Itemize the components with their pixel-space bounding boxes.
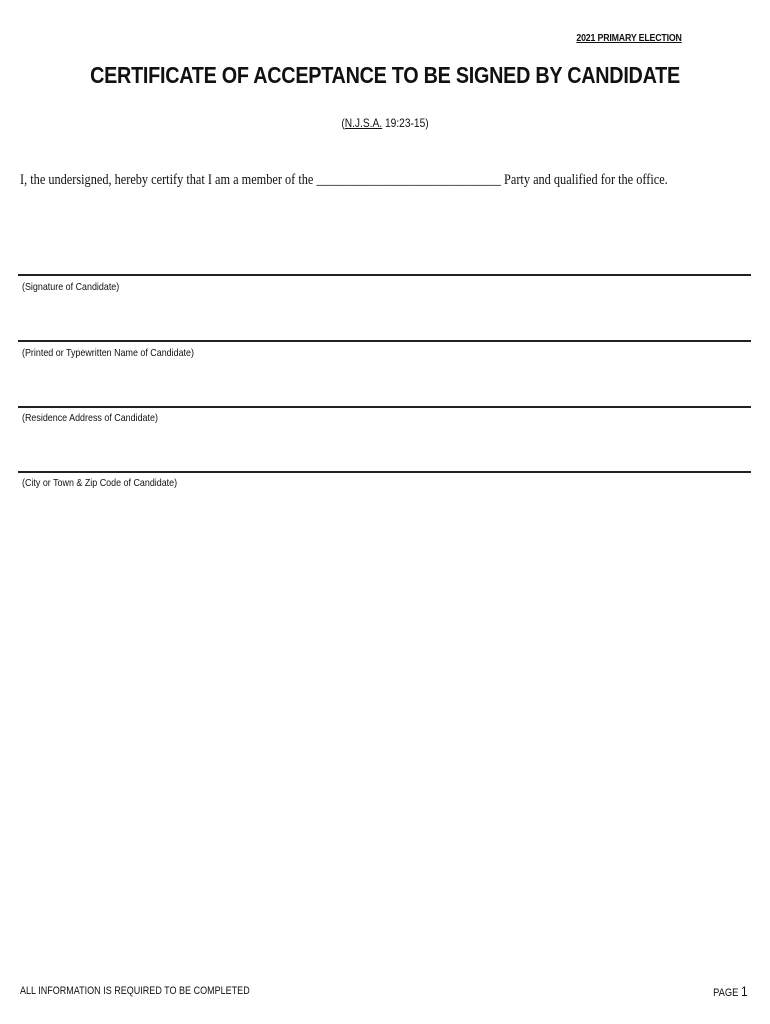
residence-address-label: (Residence Address of Candidate): [22, 412, 158, 424]
page-number: 1: [741, 983, 748, 999]
certification-text-start: I, the undersigned, hereby certify that I am a member of the: [20, 172, 314, 188]
citation-section: 19:23-15: [384, 116, 426, 130]
city-zip-line[interactable]: [18, 471, 751, 473]
page-indicator: [713, 983, 748, 999]
city-zip-label: (City or Town & Zip Code of Candidate): [22, 477, 178, 489]
residence-address-line[interactable]: [18, 406, 751, 408]
printed-name-label: (Printed or Typewritten Name of Candidate): [22, 347, 194, 359]
citation-ref: N.J.S.A.: [344, 116, 383, 130]
printed-name-line[interactable]: [18, 340, 751, 342]
page-label: PAGE: [713, 987, 739, 999]
signature-line[interactable]: [18, 274, 751, 276]
required-notice: ALL INFORMATION IS REQUIRED TO BE COMPLETED: [20, 985, 250, 997]
certification-text-end: Party and qualified for the office.: [504, 172, 668, 188]
statute-citation: (N.J.S.A. 19:23-15): [341, 116, 429, 130]
certification-statement: [20, 172, 668, 189]
signature-label: (Signature of Candidate): [22, 281, 120, 293]
party-blank[interactable]: ______________________________: [316, 172, 501, 188]
election-tag: 2021 PRIMARY ELECTION: [576, 33, 682, 44]
page-title: CERTIFICATE OF ACCEPTANCE TO BE SIGNED BY CANDIDATE: [90, 62, 680, 88]
